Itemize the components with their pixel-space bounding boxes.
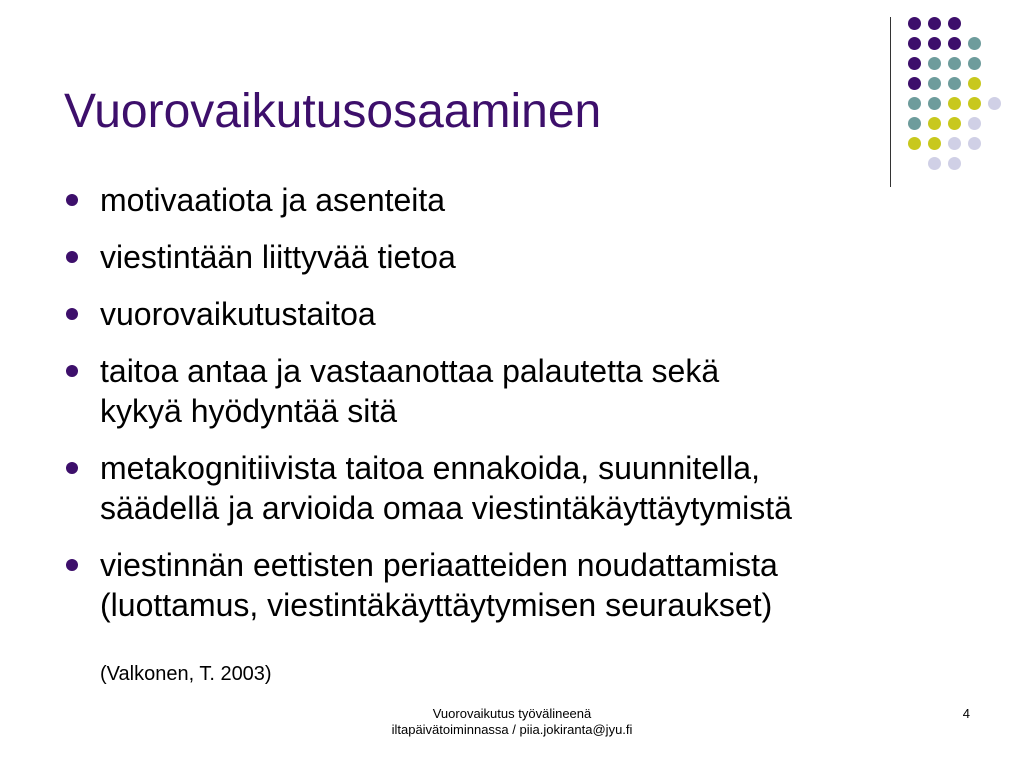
bullet-item bbox=[62, 180, 982, 220]
bullet-item bbox=[62, 448, 982, 528]
decorative-dot bbox=[928, 97, 941, 110]
bullet-dot-icon bbox=[66, 559, 78, 571]
decorative-dot bbox=[908, 117, 921, 130]
decorative-dot bbox=[928, 57, 941, 70]
footer-text bbox=[312, 706, 712, 738]
bullet-dot-icon bbox=[66, 462, 78, 474]
decorative-dot bbox=[968, 77, 981, 90]
decorative-dot bbox=[928, 157, 941, 170]
decorative-dot bbox=[948, 157, 961, 170]
decorative-dot bbox=[948, 57, 961, 70]
bullet-text-line: taitoa antaa ja vastaanottaa palautetta sekä bbox=[100, 353, 720, 389]
decorative-dot bbox=[928, 77, 941, 90]
decorative-dot bbox=[908, 57, 921, 70]
decorative-dot bbox=[928, 117, 941, 130]
bullet-text-line: (luottamus, viestintäkäyttäytymisen seuraukset) bbox=[100, 587, 773, 623]
bullet-item bbox=[62, 237, 982, 277]
footer-line-2: iltapäivätoiminnassa / piia.jokiranta@jyu.fi bbox=[391, 722, 633, 737]
bullet-item bbox=[62, 351, 982, 431]
footer-line-1: Vuorovaikutus työvälineenä bbox=[432, 706, 592, 721]
decorative-dot bbox=[988, 97, 1001, 110]
page-number: 4 bbox=[962, 706, 970, 721]
bullet-list bbox=[62, 180, 982, 642]
bullet-text-line: säädellä ja arvioida omaa viestintäkäyttäytymistä bbox=[100, 490, 792, 526]
bullet-text-line: viestinnän eettisten periaatteiden noudattamista bbox=[100, 547, 778, 583]
bullet-text-line: kykyä hyödyntää sitä bbox=[100, 393, 398, 429]
bullet-item bbox=[62, 294, 982, 334]
decorative-dot bbox=[908, 137, 921, 150]
bullet-dot-icon bbox=[66, 308, 78, 320]
decorative-dot bbox=[908, 17, 921, 30]
bullet-dot-icon bbox=[66, 194, 78, 206]
decorative-dot bbox=[948, 37, 961, 50]
decorative-dot bbox=[928, 37, 941, 50]
slide-title: Vuorovaikutusosaaminen bbox=[64, 85, 602, 138]
decorative-dot bbox=[908, 37, 921, 50]
decorative-dot bbox=[948, 97, 961, 110]
decorative-dot bbox=[908, 97, 921, 110]
bullet-text-line: motivaatiota ja asenteita bbox=[100, 182, 446, 218]
decorative-dot bbox=[948, 17, 961, 30]
bullet-dot-icon bbox=[66, 365, 78, 377]
bullet-text-line: viestintään liittyvää tietoa bbox=[100, 239, 456, 275]
decorative-dot bbox=[928, 137, 941, 150]
decorative-dot bbox=[968, 37, 981, 50]
bullet-text-line: metakognitiivista taitoa ennakoida, suunnitella, bbox=[100, 450, 760, 486]
decorative-dot bbox=[948, 137, 961, 150]
decorative-dot bbox=[968, 57, 981, 70]
decorative-dot bbox=[948, 77, 961, 90]
bullet-text-line: vuorovaikutustaitoa bbox=[100, 296, 376, 332]
decorative-dot bbox=[968, 97, 981, 110]
citation: (Valkonen, T. 2003) bbox=[100, 663, 272, 685]
decorative-dot bbox=[968, 117, 981, 130]
decorative-dot bbox=[948, 117, 961, 130]
bullet-item bbox=[62, 545, 982, 625]
bullet-dot-icon bbox=[66, 251, 78, 263]
decorative-dot bbox=[928, 17, 941, 30]
title-divider-line bbox=[890, 17, 891, 187]
decorative-dot bbox=[908, 77, 921, 90]
decorative-dot bbox=[968, 137, 981, 150]
